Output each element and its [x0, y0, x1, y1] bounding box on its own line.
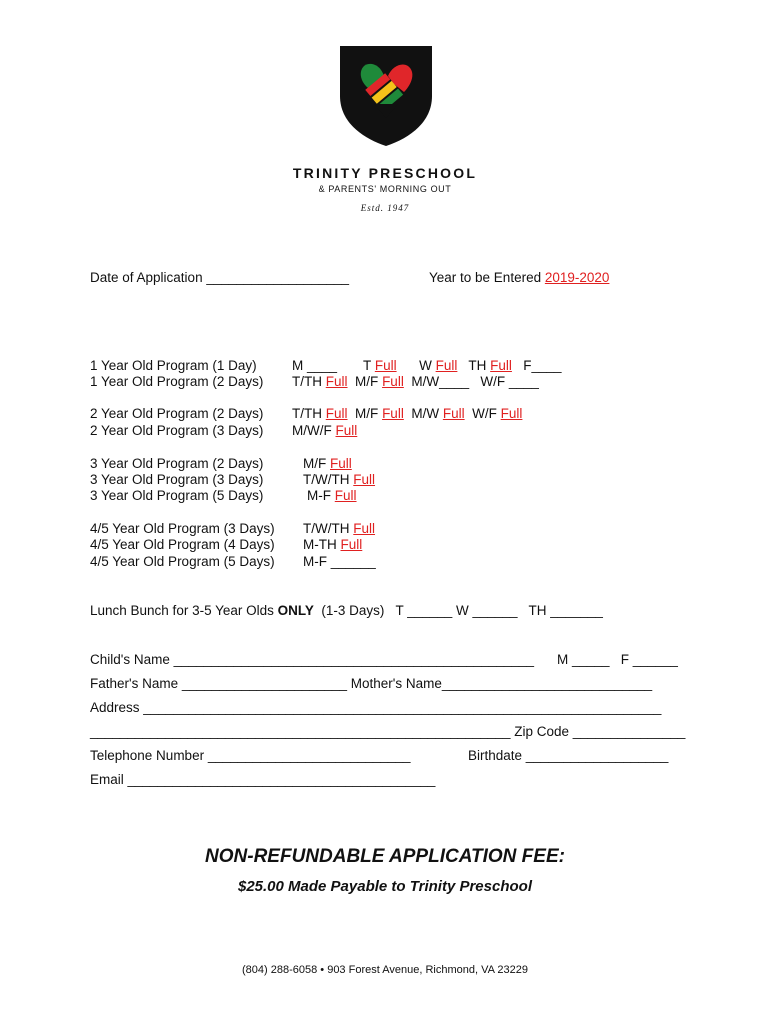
- full-label: Full: [490, 358, 512, 373]
- full-label: Full: [435, 358, 458, 373]
- established-year: Estd. 1947: [360, 203, 410, 213]
- program-45yr-5days: 4/5 Year Old Program (5 Days): [90, 554, 275, 569]
- full-label: Full: [353, 472, 376, 487]
- program-1yr-1day: 1 Year Old Program (1 Day): [90, 358, 257, 373]
- full-label: Full: [382, 374, 404, 389]
- school-logo: [338, 44, 434, 148]
- schedule-2yr-2days[interactable]: [292, 406, 522, 422]
- schedule-3yr-2days[interactable]: [303, 456, 352, 472]
- option-mw[interactable]: M/W: [411, 406, 440, 421]
- fee-title: NON-REFUNDABLE APPLICATION FEE:: [205, 846, 565, 867]
- option-mth[interactable]: M-TH: [303, 537, 337, 552]
- full-label: Full: [325, 374, 348, 389]
- year-to-be-entered: [429, 270, 609, 286]
- option-mf[interactable]: M/F: [303, 456, 327, 471]
- option-m[interactable]: M ____: [292, 358, 338, 373]
- schedule-2yr-3days[interactable]: [292, 423, 357, 439]
- option-t[interactable]: T: [363, 358, 372, 373]
- telephone-field[interactable]: Telephone Number ___________________________: [90, 748, 411, 763]
- option-tth[interactable]: T/TH: [292, 374, 322, 389]
- full-label: Full: [335, 423, 358, 438]
- option-f[interactable]: F____: [523, 358, 562, 373]
- school-subtitle: & PARENTS' MORNING OUT: [318, 184, 452, 194]
- option-mw[interactable]: M/W____: [411, 374, 470, 389]
- lunch-days-fields[interactable]: (1-3 Days) T ______ W ______ TH _______: [321, 603, 603, 618]
- option-m-f[interactable]: M-F: [307, 488, 331, 503]
- program-3yr-2days: 3 Year Old Program (2 Days): [90, 456, 264, 471]
- full-label: Full: [340, 537, 363, 552]
- address-field[interactable]: Address _____________________________________________________________________: [90, 700, 662, 715]
- option-twth[interactable]: T/W/TH: [303, 521, 350, 536]
- program-1yr-2days: 1 Year Old Program (2 Days): [90, 374, 264, 389]
- birthdate-field[interactable]: Birthdate ___________________: [468, 748, 669, 763]
- program-45yr-4days: 4/5 Year Old Program (4 Days): [90, 537, 275, 552]
- child-name-field[interactable]: Child's Name ________________________________________________: [90, 652, 534, 667]
- option-w[interactable]: W: [419, 358, 432, 373]
- option-th[interactable]: TH: [468, 358, 487, 373]
- full-label: Full: [382, 406, 404, 421]
- program-45yr-3days: 4/5 Year Old Program (3 Days): [90, 521, 275, 536]
- full-label: Full: [500, 406, 523, 421]
- schedule-45yr-3days[interactable]: [303, 521, 375, 537]
- school-name: TRINITY PRESCHOOL: [292, 165, 478, 181]
- schedule-45yr-5days[interactable]: M-F ______: [303, 554, 376, 569]
- option-mf[interactable]: M/F: [355, 406, 379, 421]
- program-3yr-5days: 3 Year Old Program (5 Days): [90, 488, 264, 503]
- schedule-1yr-1day[interactable]: [292, 358, 561, 374]
- option-mwf[interactable]: M/W/F: [292, 423, 332, 438]
- gender-field[interactable]: M _____ F ______: [557, 652, 678, 667]
- date-of-application-field[interactable]: Date of Application ___________________: [90, 270, 349, 285]
- full-label: Full: [353, 521, 376, 536]
- program-2yr-2days: 2 Year Old Program (2 Days): [90, 406, 264, 421]
- option-tth[interactable]: T/TH: [292, 406, 322, 421]
- schedule-45yr-4days[interactable]: [303, 537, 362, 553]
- option-mf[interactable]: M/F: [355, 374, 379, 389]
- lunch-label: Lunch Bunch for 3-5 Year Olds: [90, 603, 274, 618]
- full-label: Full: [374, 358, 397, 373]
- email-field[interactable]: Email _________________________________________: [90, 772, 436, 787]
- schedule-3yr-5days[interactable]: [307, 488, 357, 504]
- footer-contact: (804) 288-6058 • 903 Forest Avenue, Richmond, VA 23229: [242, 964, 528, 976]
- full-label: Full: [325, 406, 348, 421]
- fee-subtitle: $25.00 Made Payable to Trinity Preschool: [237, 878, 532, 895]
- full-label: Full: [442, 406, 465, 421]
- lunch-bunch-line[interactable]: [90, 603, 603, 619]
- program-2yr-3days: 2 Year Old Program (3 Days): [90, 423, 264, 438]
- option-wf[interactable]: W/F ____: [480, 374, 539, 389]
- year-label: Year to be Entered: [429, 270, 542, 285]
- option-twth[interactable]: T/W/TH: [303, 472, 350, 487]
- shield-heart-icon: [338, 44, 434, 148]
- program-3yr-3days: 3 Year Old Program (3 Days): [90, 472, 264, 487]
- full-label: Full: [330, 456, 352, 471]
- schedule-3yr-3days[interactable]: [303, 472, 375, 488]
- parents-name-field[interactable]: Father's Name ______________________ Mother's Name____________________________: [90, 676, 653, 691]
- year-value: 2019-2020: [544, 270, 610, 285]
- zip-code-field[interactable]: ________________________________________________________ Zip Code _______________: [90, 724, 686, 739]
- schedule-1yr-2days[interactable]: [292, 374, 539, 390]
- full-label: Full: [334, 488, 357, 503]
- lunch-only: ONLY: [277, 603, 314, 618]
- option-wf[interactable]: W/F: [472, 406, 497, 421]
